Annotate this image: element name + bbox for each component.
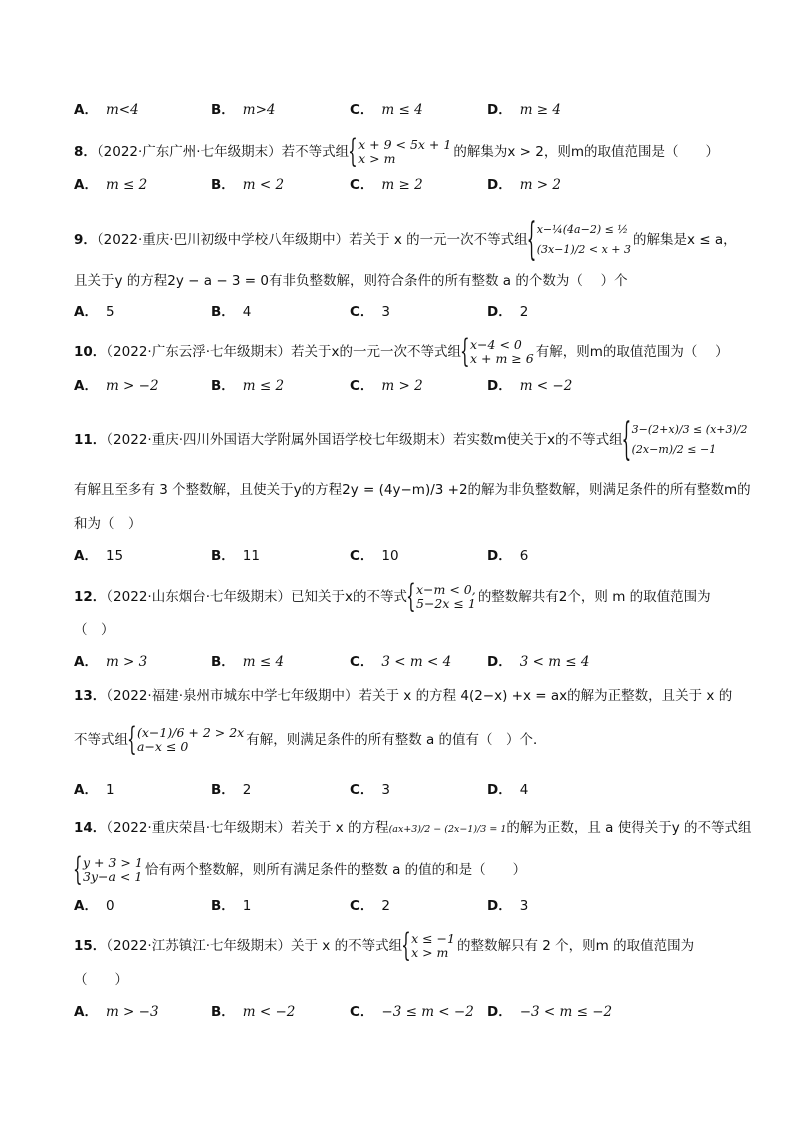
- option-d: D． 6: [487, 548, 529, 564]
- q8-options: [74, 175, 724, 195]
- q15-options: [74, 1002, 724, 1022]
- option-a: A． 15: [74, 548, 124, 564]
- option-d: D． 4: [487, 782, 529, 798]
- option-c: C． 2: [350, 898, 391, 914]
- option-d: D． m < −2: [487, 378, 573, 394]
- q7-options: [74, 100, 724, 120]
- question-10: 10．（2022·广东云浮·七年级期末）若关于x的一元一次不等式组 { x−4 < 0 x + m ≥ 6 有解，则m的取值范围为（ ）: [74, 338, 724, 366]
- q9-options: [74, 302, 724, 322]
- option-c: C． 3: [350, 782, 391, 798]
- inequality-system: { y + 3 > 1 3y−a < 1: [76, 856, 143, 884]
- option-c: C． m ≤ 4: [350, 102, 423, 118]
- option-a: A． m ≤ 2: [74, 177, 148, 193]
- option-d: D． m > 2: [487, 177, 562, 193]
- option-c: C． m > 2: [350, 378, 423, 394]
- option-b: B． m < −2: [211, 1004, 296, 1020]
- option-b: B． m>4: [211, 102, 276, 118]
- question-9: 9．（2022·重庆·巴川初级中学校八年级期中）若关于 x 的一元一次不等式组 { x−¼(4a−2) ≤ ½ (3x−1)/2 < x + 3 的解集是x ≤ a，: [74, 220, 724, 260]
- q10-options: [74, 376, 724, 396]
- question-12: 12．（2022·山东烟台·七年级期末）已知关于x的不等式 { x−m < 0, 5−2x ≤ 1 的整数解共有2个，则 m 的取值范围为: [74, 583, 724, 611]
- question-14-line2: { y + 3 > 1 3y−a < 1 恰有两个整数解，则所有满足条件的整数 a 的值的和是（ ）: [74, 856, 724, 884]
- option-b: B． 1: [211, 898, 252, 914]
- option-c: C． −3 ≤ m < −2: [350, 1004, 474, 1020]
- option-c: C． 10: [350, 548, 399, 564]
- option-c: C． 3 < m < 4: [350, 654, 452, 670]
- option-a: A． m<4: [74, 102, 139, 118]
- question-15: 15．（2022·江苏镇江·七年级期末）关于 x 的不等式组 { x ≤ −1 x > m 的整数解只有 2 个，则m 的取值范围为: [74, 932, 724, 960]
- option-b: B． m ≤ 4: [211, 654, 285, 670]
- option-a: A． 5: [74, 304, 115, 320]
- option-b: B． 2: [211, 782, 252, 798]
- option-b: B． m ≤ 2: [211, 378, 285, 394]
- inequality-system: { x−¼(4a−2) ≤ ½ (3x−1)/2 < x + 3: [530, 220, 631, 260]
- equation: (ax+3)/2 − (2x−1)/3 = 1: [388, 824, 507, 835]
- question-13: 13．（2022·福建·泉州市城东中学七年级期中）若关于 x 的方程 4(2−x) +x = ax的解为正整数，且关于 x 的: [74, 688, 733, 704]
- inequality-system: { (x−1)/6 + 2 > 2x a−x ≤ 0: [130, 726, 244, 754]
- option-d: D． m ≥ 4: [487, 102, 562, 118]
- q14-options: [74, 896, 724, 916]
- option-c: C． 3: [350, 304, 391, 320]
- inequality-system: { x + 9 < 5x + 1 x > m: [351, 138, 451, 166]
- question-11: 11．（2022·重庆·四川外国语大学附属外国语学校七年级期末）若实数m使关于x的不等式组 { 3−(2+x)/3 ≤ (x+3)/2 (2x−m)/2 ≤ −1: [74, 420, 724, 460]
- q12-options: [74, 652, 724, 672]
- option-d: D． 3: [487, 898, 529, 914]
- question-14: 14．（2022·重庆荣昌·七年级期末）若关于 x 的方程(ax+3)/2 − (2x−1)/3 = 1的解为正数，且 a 使得关于y 的不等式组: [74, 820, 752, 836]
- option-a: A． m > −3: [74, 1004, 159, 1020]
- option-d: D． 3 < m ≤ 4: [487, 654, 590, 670]
- question-11-line3: 和为（ ）: [74, 516, 142, 532]
- question-15-line2: （ ）: [74, 972, 128, 988]
- question-11-line2: 有解且至多有 3 个整数解，且使关于y的方程2y = (4y−m)/3 +2的解为非负整数解，则满足条件的所有整数m的: [74, 482, 751, 498]
- option-c: C． m ≥ 2: [350, 177, 423, 193]
- option-b: B． 4: [211, 304, 252, 320]
- inequality-system: { 3−(2+x)/3 ≤ (x+3)/2 (2x−m)/2 ≤ −1: [625, 420, 748, 460]
- question-8: 8．（2022·广东广州·七年级期末）若不等式组 { x + 9 < 5x + 1 x > m 的解集为x > 2，则m的取值范围是（ ）: [74, 138, 724, 166]
- option-a: A． 0: [74, 898, 115, 914]
- option-d: D． 2: [487, 304, 529, 320]
- option-a: A． m > −2: [74, 378, 159, 394]
- option-b: B． 11: [211, 548, 260, 564]
- question-9-line2: 且关于y 的方程2y − a − 3 = 0有非负整数解，则符合条件的所有整数 a 的个数为（ ）个: [74, 273, 628, 289]
- inequality-system: { x ≤ −1 x > m: [404, 932, 455, 960]
- question-13-line2: 不等式组 { (x−1)/6 + 2 > 2x a−x ≤ 0 有解，则满足条件的所有整数 a 的值有（ ）个．: [74, 726, 724, 754]
- question-12-line2: （ ）: [74, 622, 115, 638]
- option-d: D． −3 < m ≤ −2: [487, 1004, 613, 1020]
- inequality-system: { x−4 < 0 x + m ≥ 6: [463, 338, 534, 366]
- inequality-system: { x−m < 0, 5−2x ≤ 1: [409, 583, 476, 611]
- option-a: A． m > 3: [74, 654, 148, 670]
- q11-options: [74, 546, 724, 566]
- q13-options: [74, 780, 724, 800]
- option-b: B． m < 2: [211, 177, 285, 193]
- option-a: A． 1: [74, 782, 115, 798]
